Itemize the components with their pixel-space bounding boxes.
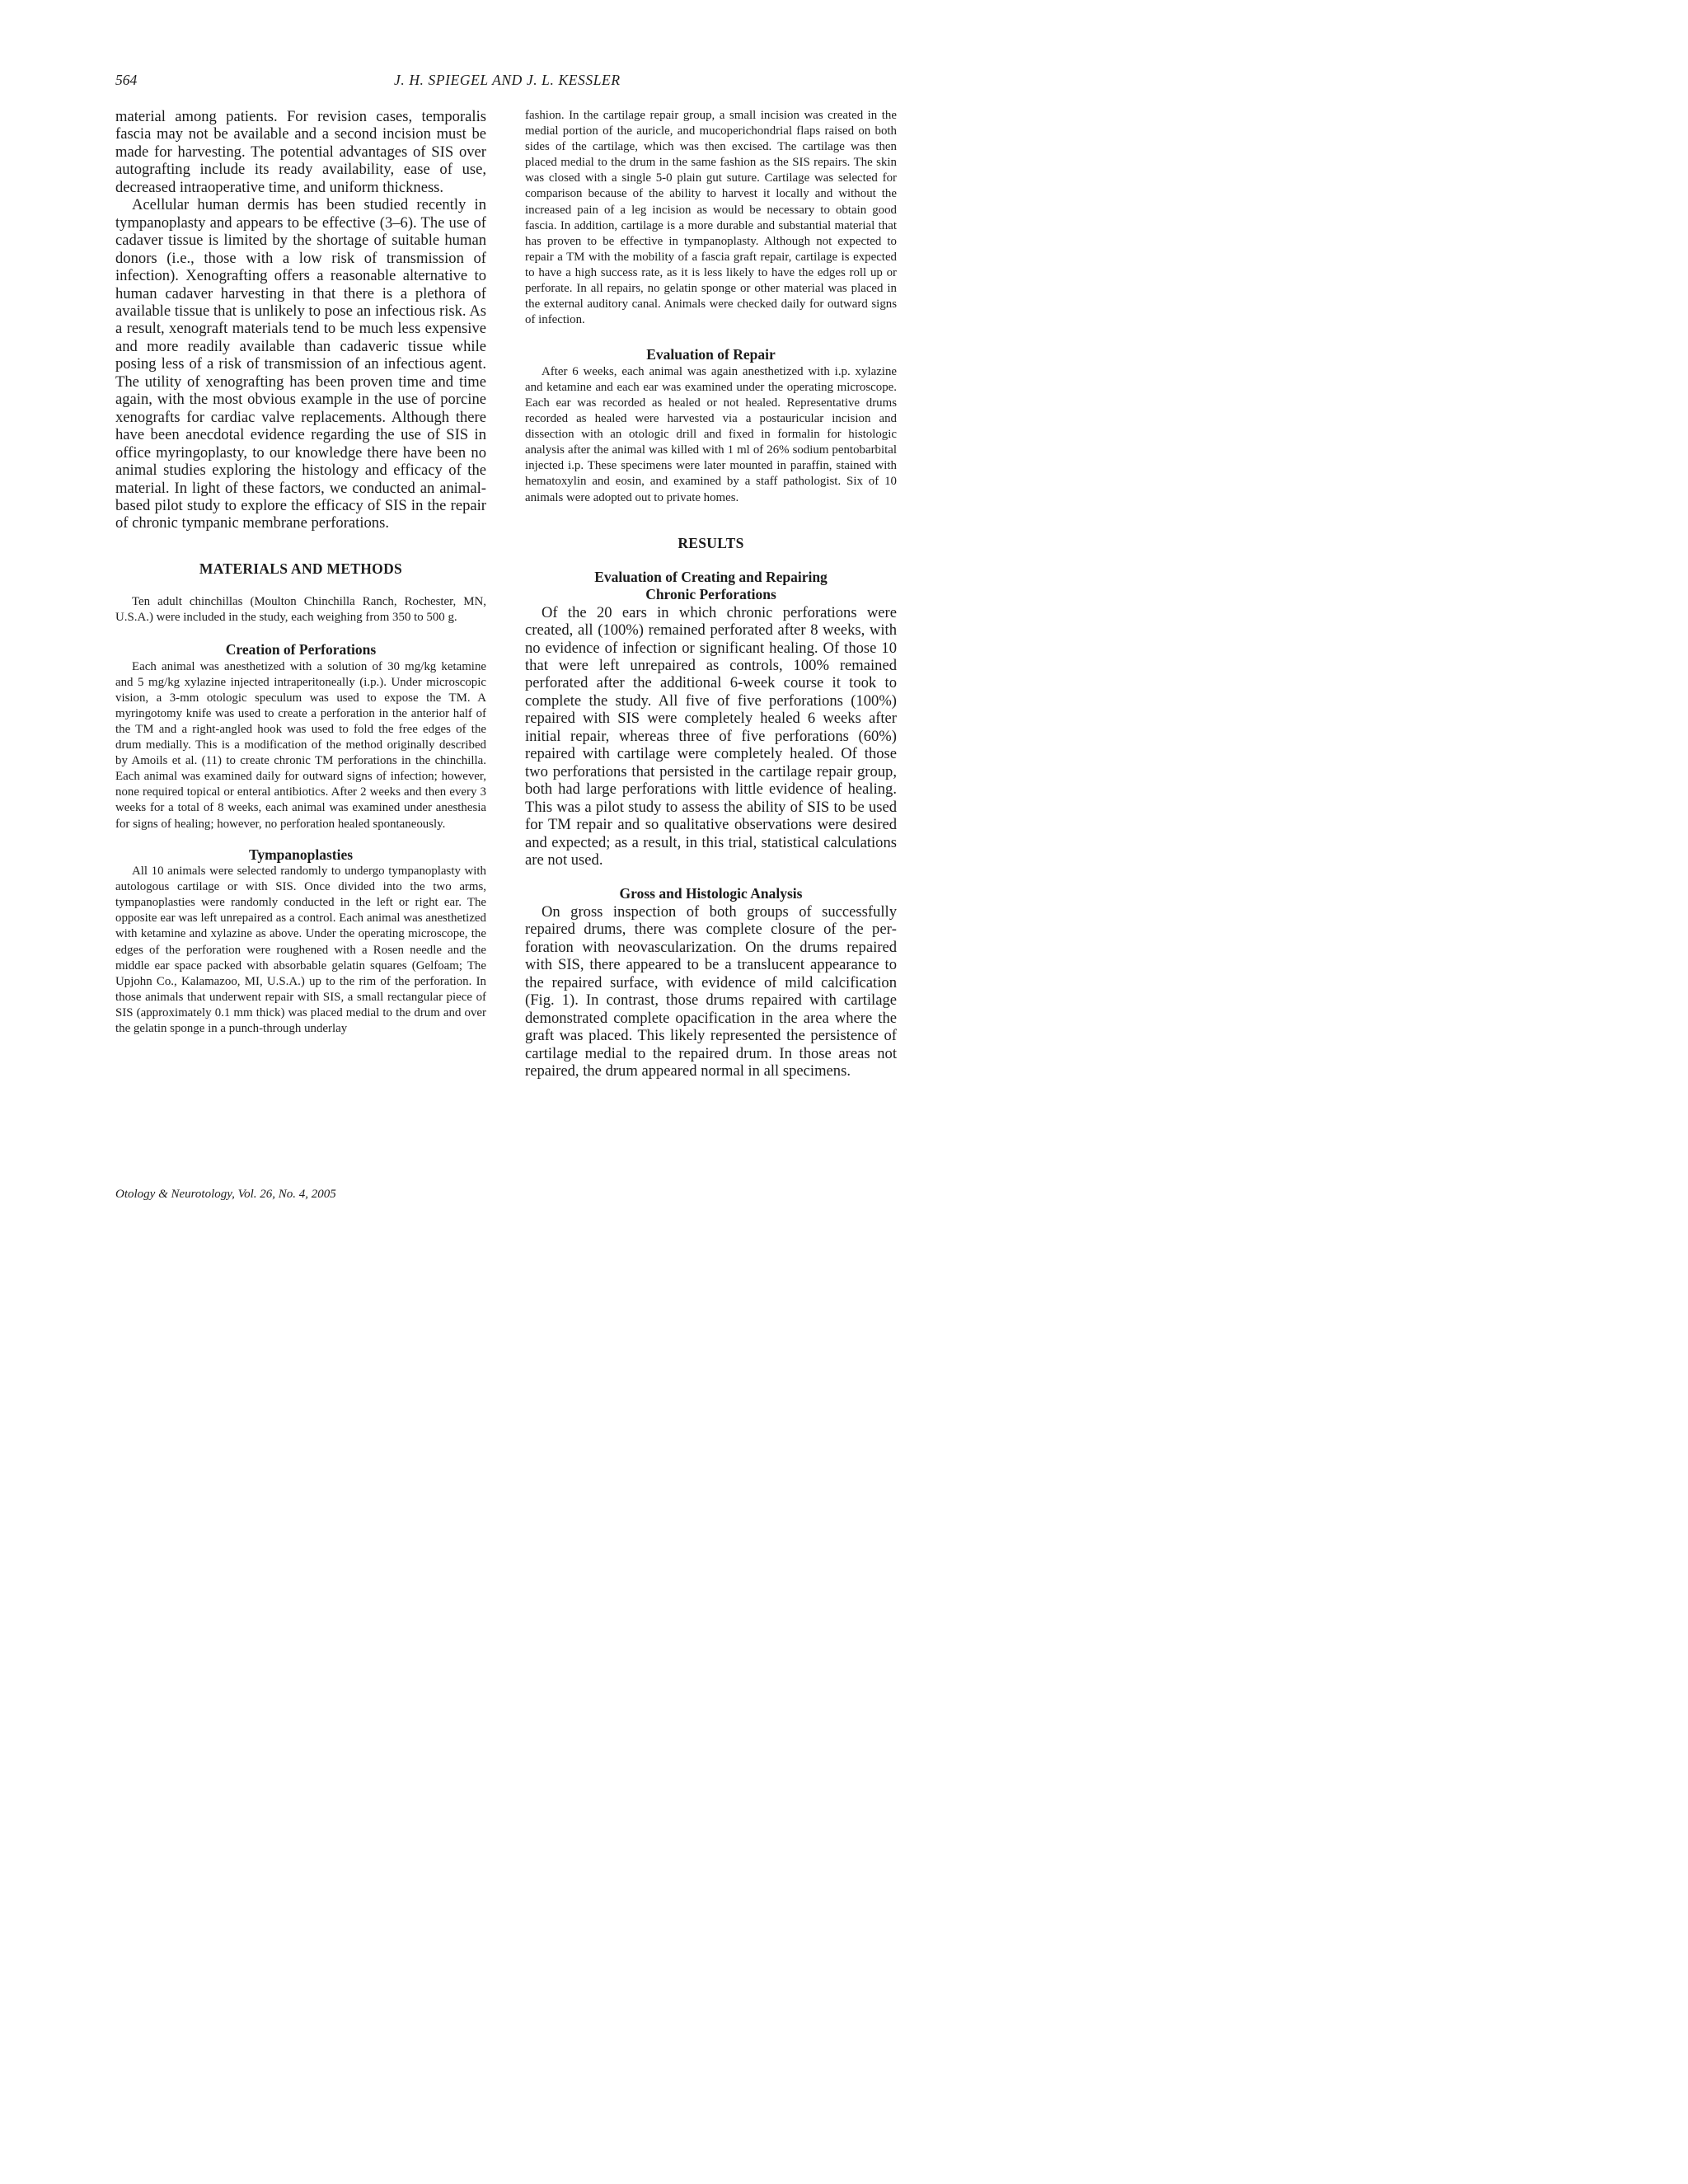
evaluation-paragraph: After 6 weeks, each animal was again anesthetized with i.p. xylazine and ketamine and each ear was examined under the operating microscope. Each ear was recorded as healed or not healed. Representative drums recorded as healed were harvested via a postauricular incision and dissection with an otologic drill and fixed in formalin for histologic analysis after the animal was killed with 1 ml of 26% sodium pentobarbital injected i.p. These specimens were later mounted in paraffin, stained with hematoxylin and eosin, and examined by a staff pathologist. Six of 10 animals were adopted out to private homes. (525, 364, 897, 504)
evaluation-creating-heading-line-1: Evaluation of Creating and Repairing (594, 568, 828, 585)
tympanoplasties-paragraph-continued: fashion. In the cartilage repair group, a small incision was created in the medial portion of the auricle, and mucoperichondrial flaps raised on both sides of the cartilage, which was then excised. The cartilage was then placed medial to the drum in the same fashion as the SIS repairs. The skin was closed with a single 5-0 plain gut suture. Cartilage was selected for comparison because of the ability to harvest it locally and without the increased pain of a leg incision as would be necessary to obtain good fascia. In addition, cartilage is a more durable and substantial material that has proven to be effective in tympanoplasty. Although not expected to repair a TM with the mobility of a fascia graft repair, cartilage is expected to have a high success rate, as it is less likely to have the edges roll up or perforate. In all repairs, no gelatin sponge or other material was placed in the external auditory canal. Animals were checked daily for outward signs of infection. (525, 109, 897, 327)
creation-paragraph: Each animal was anesthetized with a solution of 30 mg/kg ketamine and 5 mg/kg xylazine injected intraperitoneally (i.p.). Under microscopic vision, a 3-mm otologic speculum was used to expose the TM. A myringotomy knife was used to create a perforation in the anterior half of the TM and a right-angled hook was used to fold the free edges of the drum medially. This is a modification of the method originally described by Amoils et al. (11) to create chronic TM perforations in the chinchilla. Each animal was examined daily for outward signs of infection; however, none required topical or enteral antibiotics. After 2 weeks and then every 3 weeks for a total of 8 weeks, each animal was examined under anesthesia for signs of healing; however, no perforation healed spontaneously. (115, 659, 486, 831)
page-number: 564 (115, 72, 138, 88)
intro-paragraph-2: Acellular human dermis has been studied recently in tympanoplasty and appears to be effective (3–6). The use of cadaver tissue is limited by the shortage of suitable human donors (i.e., those with a low risk of transmission of infection). Xenografting offers a reasonable alternative to human cadaver harvesting in that there is a plethora of available tissue that is unlikely to pose an infectious risk. As a result, xenograft materials tend to be much less expensive and more readily available than cadaveric tissue while posing less of a risk of transmission of an infectious agent. The utility of xenografting has been proven time and time again, with the most obvious example in the use of porcine xenografts for cardiac valve replacements. Although there have been anecdotal evidence regarding the use of SIS in office myringoplasty, to our knowledge there have been no animal studies exploring the histology and efficacy of the material. In light of these factors, we conducted an animal-based pilot study to explore the efficacy of SIS in the repair of chronic tympanic membrane perforations. (115, 196, 486, 532)
intro-paragraph-1: material among patients. For revision cases, temporalis fascia may not be available and a second incision must be made for harvesting. The potential advantages of SIS over autografting include its ready availability, ease of use, decreased intraoperative time, and uniform thickness. (115, 108, 486, 196)
left-column (115, 108, 486, 1037)
journal-footer: Otology & Neurotology, Vol. 26, No. 4, 2005 (115, 1188, 336, 1201)
right-column (525, 108, 897, 1080)
materials-methods-heading: MATERIALS AND METHODS (199, 560, 403, 577)
evaluation-creating-heading-line-2: Chronic Perforations (645, 586, 776, 603)
tympanoplasties-paragraph: All 10 animals were selected randomly to undergo tympanoplasty with autologous cartilage or with SIS. Once divided into the two arms, tympanoplasties were randomly conducted in the left or right ear. The opposite ear was left unrepaired as a control. Each animal was anesthetized with ketamine and xylazine as above. Under the operating microscope, the edges of the perforation were roughened with a Rosen needle and the middle ear space packed with absorbable gelatin squares (Gelfoam; The Upjohn Co., Kalamazoo, MI, U.S.A.) up to the rim of the perforation. In those animals that underwent repair with SIS, a small rectangular piece of SIS (approximately 0.1 mm thick) was placed medial to the drum and over the gelatin sponge in a punch-through underlay (115, 865, 486, 1036)
results-paragraph: Of the 20 ears in which chronic perforations were created, all (100%) remained perforated after 8 weeks, with no evidence of infection or significant healing. Of those 10 that were left unrepaired as controls, 100% remained perforated after the additional 6-week course it took to complete the study. All five of five perforations (100%) repaired with SIS were completely healed 6 weeks after initial repair, whereas three of five perforations (60%) repaired with cartilage were completely healed. Of those two perforations that persisted in the cartilage repair group, both had large perforations with little evidence of healing. This was a pilot study to assess the ability of SIS to be used for TM repair and so qualitative observations were desired and expected; as a result, in this trial, statistical calculations are not used. (525, 603, 897, 869)
creation-perforations-heading: Creation of Perforations (225, 641, 377, 658)
evaluation-repair-heading: Evaluation of Repair (646, 346, 776, 363)
results-heading: RESULTS (678, 534, 744, 551)
methods-paragraph-1: Ten adult chinchillas (Moulton Chinchilla Ranch, Rochester, MN, U.S.A.) were included in the study, each weighing from 350 to 500 g. (115, 594, 486, 624)
journal-page (0, 0, 1009, 1305)
gross-histologic-paragraph: On gross inspection of both groups of successfully repaired drums, there was complete closure of the perforation with neovascularization. On the drums repaired with SIS, there appeared to be a translucent appearance to the repaired surface, with evidence of mild calcification (Fig. 1). In contrast, those drums repaired with cartilage demonstrated complete opacification in the area where the graft was placed. This likely represented the persistence of cartilage medial to the repaired drum. In those areas not repaired, the drum appeared normal in all specimens. (525, 902, 897, 1080)
tympanoplasties-heading: Tympanoplasties (248, 846, 354, 863)
running-head-authors: J. H. SPIEGEL AND J. L. KESSLER (394, 72, 621, 88)
gross-histologic-heading: Gross and Histologic Analysis (619, 885, 803, 902)
